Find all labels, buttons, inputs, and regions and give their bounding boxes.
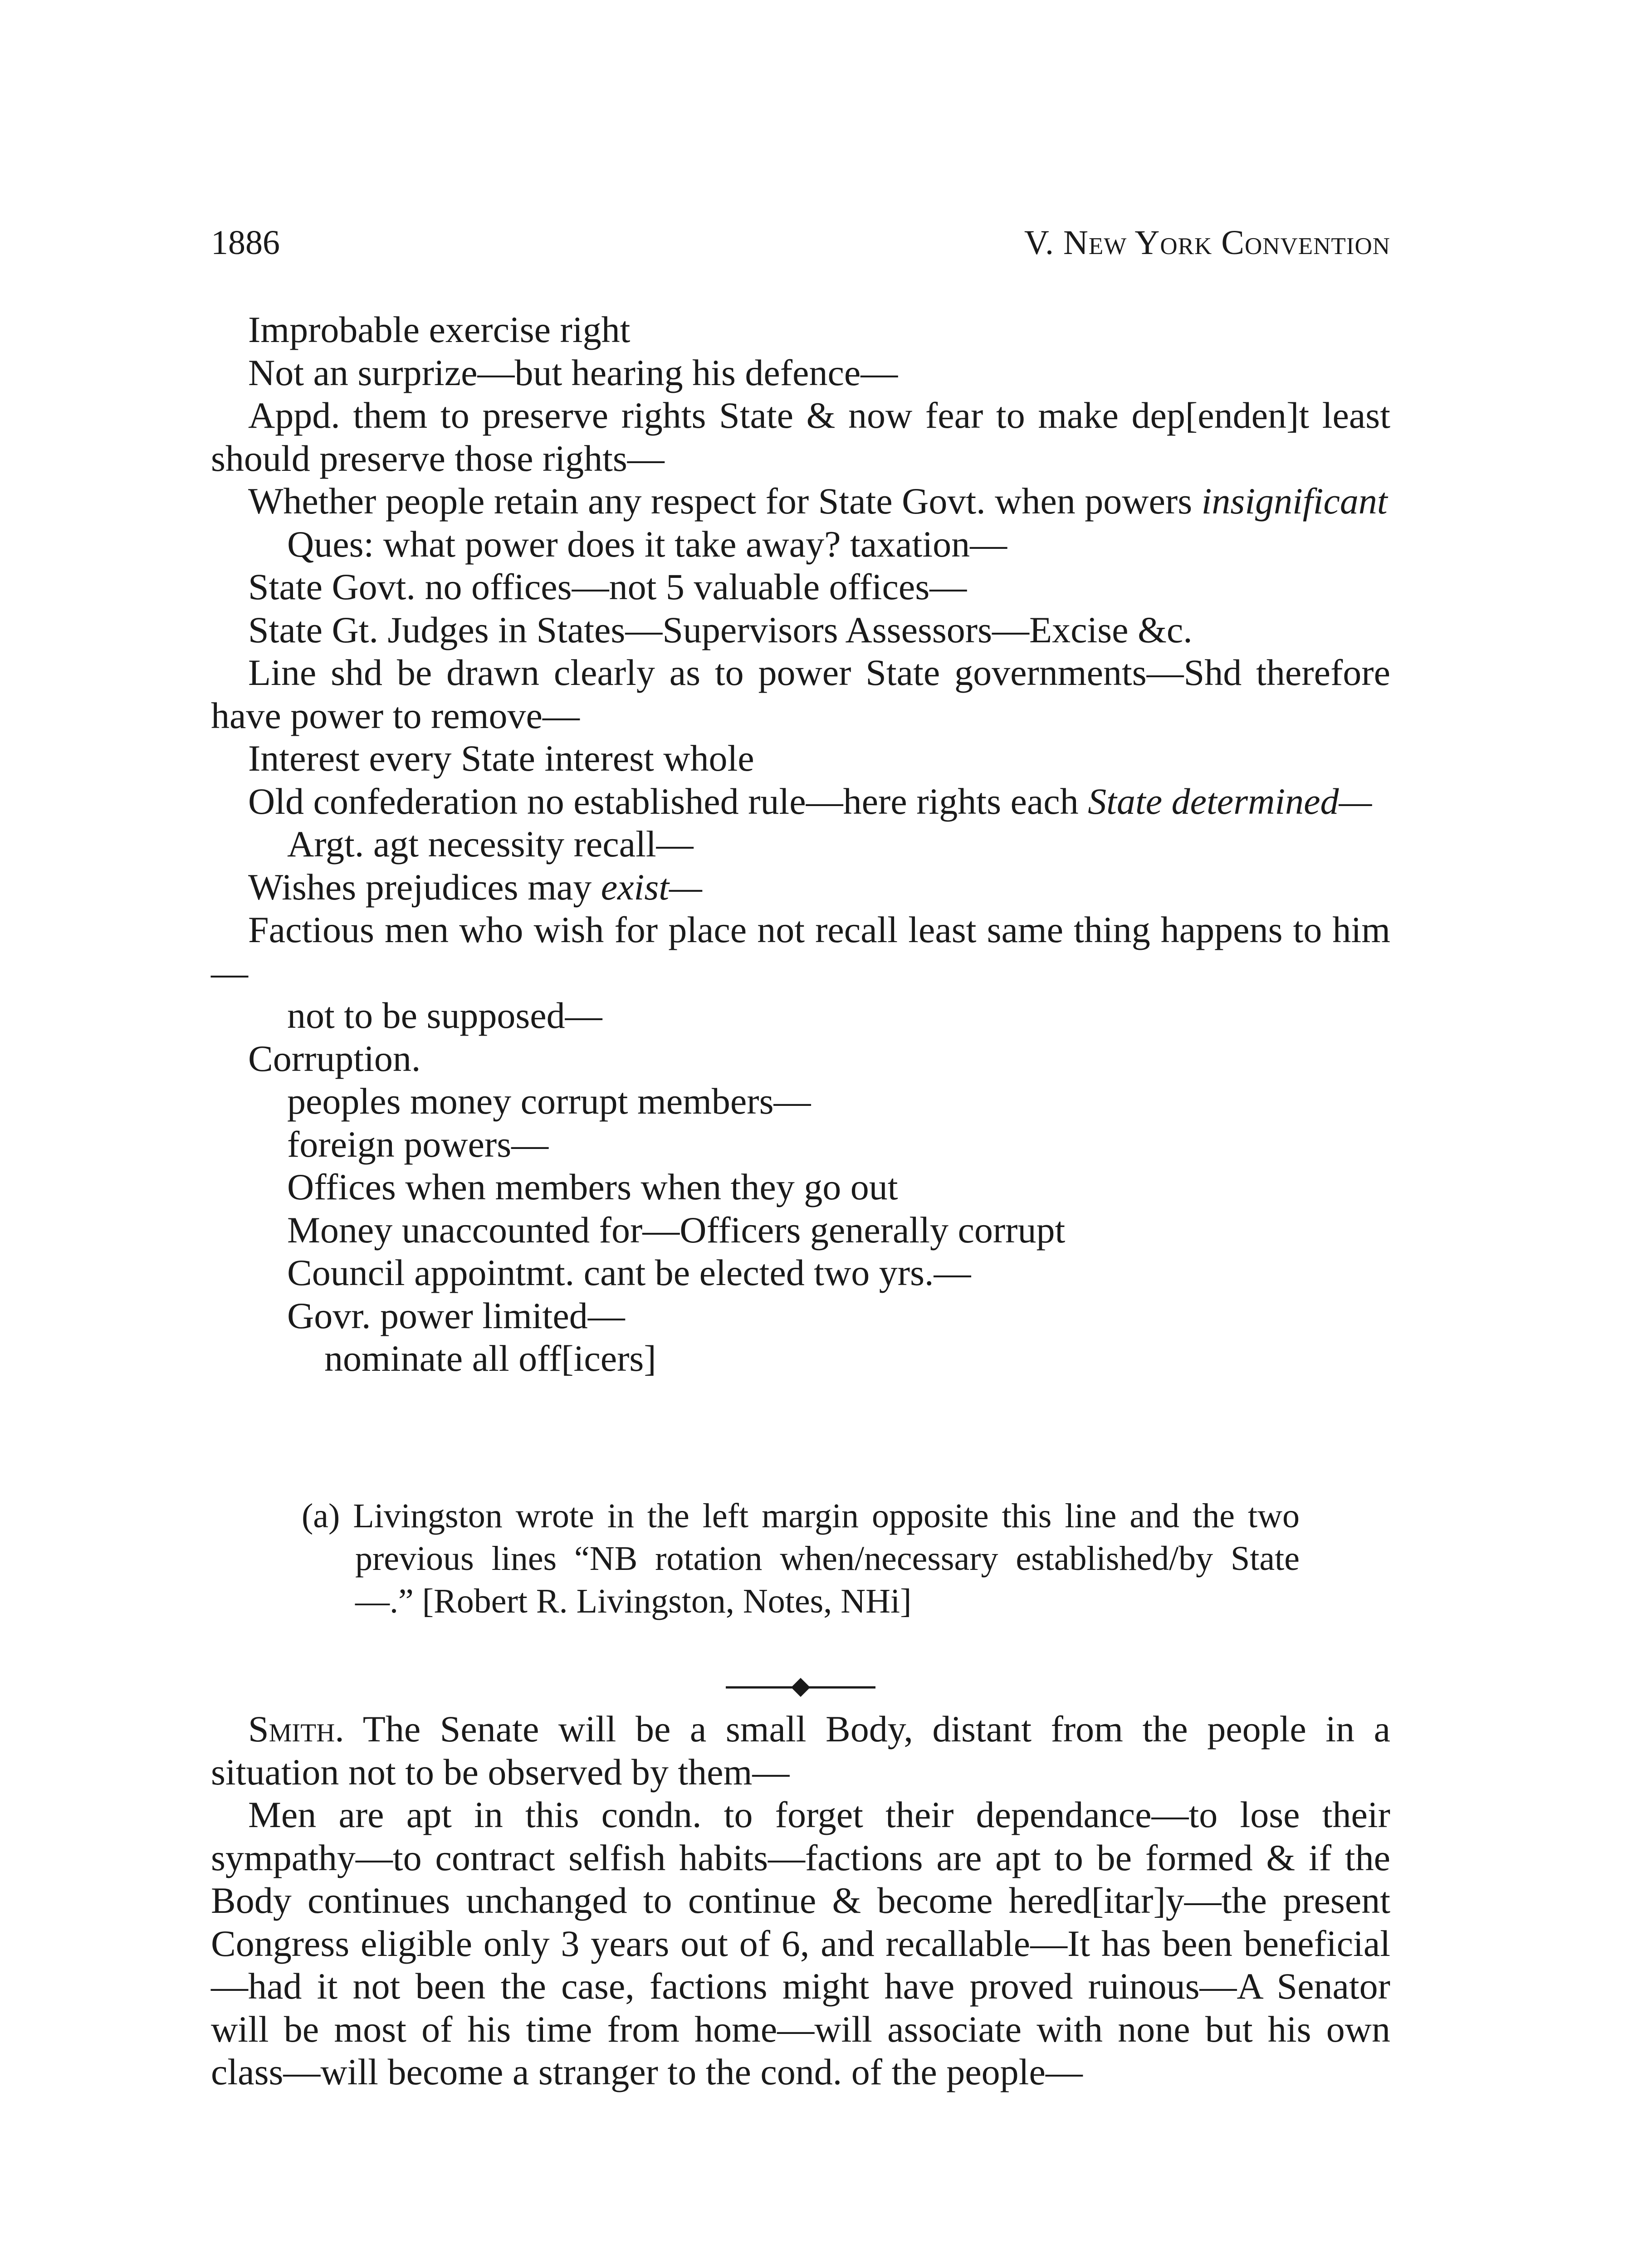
- text-line: Ques: what power does it take away? taxation—: [287, 523, 1007, 565]
- notes-text: [211, 308, 1390, 1380]
- emphasis-text: State determined—: [1088, 780, 1372, 822]
- text-span: Old confederation no established rule—here rights each: [248, 780, 1088, 822]
- text-line: State Govt. no offices—not 5 valuable offices—: [248, 566, 967, 607]
- text-span: Wishes prejudices may: [248, 866, 601, 908]
- smith-speech: [211, 1708, 1390, 2094]
- footnote: [302, 1495, 1300, 1623]
- text-line: Council appointmt. cant be elected two yrs.—: [287, 1252, 971, 1293]
- emphasis-text: insignificant: [1201, 480, 1388, 522]
- text-line: Line shd be drawn clearly as to power State governments—Shd therefore have power to remove—: [211, 652, 1390, 736]
- text-line: Interest every State interest whole: [248, 738, 754, 779]
- text-line: Corruption.: [248, 1037, 421, 1079]
- text-line: Not an surprize—but hearing his defence—: [248, 352, 898, 393]
- text-line: State Gt. Judges in States—Supervisors Assessors—Excise &c.: [248, 609, 1193, 650]
- page-number: 1886: [211, 224, 280, 262]
- footnote-text: (a) Livingston wrote in the left margin opposite this line and the two previous lines “NB rotation when/necessary established/by State—.” [Robert R. Livingston, Notes, NHi]: [302, 1497, 1300, 1620]
- text-span: Whether people retain any respect for State Govt. when powers: [248, 480, 1202, 522]
- text-line: Factious men who wish for place not recall least same thing happens to him—: [211, 909, 1390, 993]
- ornament-graphic: [726, 1676, 875, 1699]
- text-line: Money unaccounted for—Officers generally corrupt: [287, 1209, 1066, 1251]
- text-line: Offices when members when they go out: [287, 1166, 898, 1207]
- diamond-rule-ornament-icon: [726, 1676, 875, 1699]
- speaker-name: Smith.: [248, 1708, 344, 1750]
- text-line: Govr. power limited—: [287, 1295, 625, 1336]
- text-line: Argt. agt necessity recall—: [287, 823, 694, 865]
- text-line: [211, 866, 1390, 909]
- text-line: [211, 780, 1390, 823]
- text-line: foreign powers—: [287, 1123, 549, 1165]
- speech-text: The Senate will be a small Body, distant from the people in a situation not to be observed by them—: [211, 1708, 1390, 1793]
- text-line: Appd. them to preserve rights State & now fear to make dep[enden]t least should preserve those rights—: [211, 395, 1390, 479]
- text-line: Improbable exercise right: [248, 309, 631, 350]
- text-line: nominate all off[icers]: [324, 1338, 656, 1379]
- text-line: not to be supposed—: [287, 995, 602, 1036]
- text-line: [211, 480, 1390, 523]
- emphasis-text: exist—: [601, 866, 702, 908]
- text-line: peoples money corrupt members—: [287, 1080, 811, 1122]
- speech-paragraph: Men are apt in this condn. to forget their dependance—to lose their sympathy—to contract selfish habits—factions are apt to be formed & if the Body continues unchanged to continue & become hered[itar]y—the present Congress eligible only 3 years out of 6, and recallable—It has been beneficial—had it not been the case, factions might have proved ruinous—A Senator will be most of his time from home—will associate with none but his own class—will become a stranger to the cond. of the people—: [211, 1794, 1390, 2092]
- speech-paragraph: [211, 1708, 1390, 1794]
- section-title: V. New York Convention: [1024, 224, 1390, 262]
- running-head: [211, 222, 1390, 263]
